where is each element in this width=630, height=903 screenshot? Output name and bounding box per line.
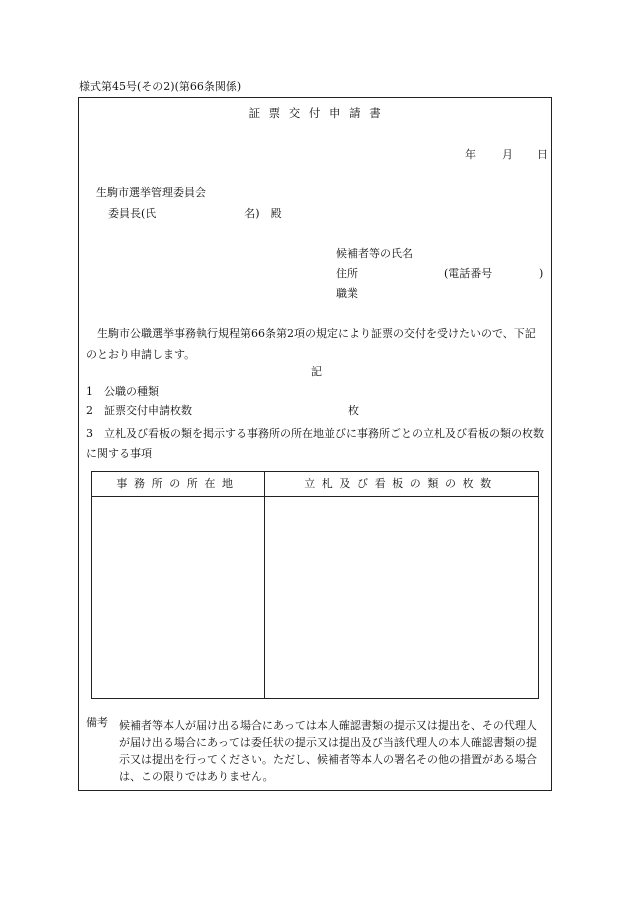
office-location-cell[interactable]: [92, 497, 264, 698]
item3-number: 3: [86, 427, 93, 440]
date-line: [465, 149, 548, 160]
office-table: [91, 471, 539, 699]
item-office-signboards: [86, 424, 548, 464]
body-text: 生駒市公職選挙事務執行規程第66条第2項の規定により証票の交付を受けたいので、下記のとおり申請します。: [86, 327, 536, 361]
item3-text: 立札及び看板の類を掲示する事務所の所在地並びに事務所ごとの立札及び看板の類の枚数に関する事項: [86, 427, 544, 460]
item-certificate-count-unit: 枚: [348, 404, 359, 417]
page-title: 証票交付申請書: [248, 106, 390, 120]
applicant-address-label: 住所: [336, 267, 358, 280]
office-location-header: 事務所の所在地: [92, 472, 264, 497]
date-month: 月: [502, 148, 513, 161]
item-public-office-type: 1 公職の種類: [86, 385, 159, 398]
applicant-phone-label: (電話番号: [444, 267, 493, 280]
item-certificate-count: 2 証票交付申請枚数: [86, 404, 192, 417]
recipient-name-line: 委員長(氏 名) 殿: [108, 207, 282, 220]
date-year: 年: [465, 148, 476, 161]
form-number: 様式第45号(その2)(第66条関係): [79, 80, 242, 93]
applicant-phone-close: ): [539, 267, 544, 280]
note-text: 候補者等本人が届け出る場合にあっては本人確認書類の提示又は提出を、その代理人が届け出る場合にあっては委任状の提示又は提出及び当該代理人の本人確認書類の提示又は提出を行ってください。ただし、候補者等本人の署名その他の措置がある場合は、この限りではありません。: [119, 719, 537, 783]
date-day: 日: [537, 148, 548, 161]
signboard-count-cell[interactable]: [265, 497, 538, 698]
applicant-name-label: 候補者等の氏名: [336, 247, 413, 260]
signboard-count-header: 立札及び看板の類の枚数: [264, 472, 538, 497]
recipient-org: 生駒市選挙管理委員会: [96, 186, 206, 199]
applicant-occupation-label: 職業: [336, 287, 358, 300]
ki-heading: 記: [311, 365, 322, 378]
note-label: 備考: [86, 716, 108, 729]
